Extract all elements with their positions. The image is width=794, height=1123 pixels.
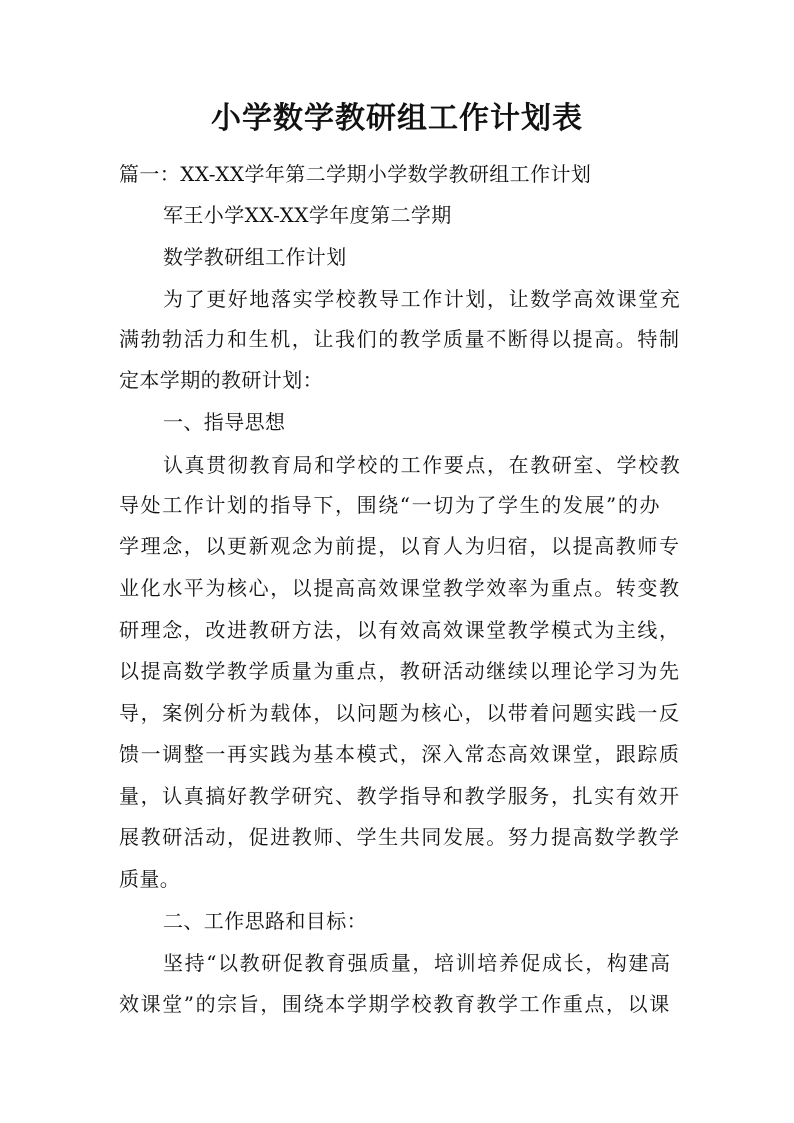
- paragraph-line: 业化水平为核心，以提高高效课堂教学效率为重点。转变教: [119, 576, 681, 600]
- paragraph-line: 效课堂”的宗旨，围绕本学期学校教育教学工作重点，以课: [119, 992, 671, 1016]
- paragraph-line: 馈一调整一再实践为基本模式，深入常态高效课堂，跟踪质: [119, 742, 681, 766]
- section-heading-guiding-ideas: 一、指导思想: [163, 410, 286, 434]
- paragraph-line: 导，案例分析为载体，以问题为核心，以带着问题实践一反: [119, 701, 681, 725]
- document-title: 小学数学教研组工作计划表: [211, 101, 583, 136]
- paragraph-line: 满勃勃活力和生机，让我们的教学质量不断得以提高。特制: [119, 327, 681, 351]
- section-heading-part-one: 篇一：XX-XX学年第二学期小学数学教研组工作计划: [119, 162, 592, 186]
- paragraph-line: 定本学期的教研计划：: [119, 368, 323, 392]
- plan-subtitle: 数学教研组工作计划: [163, 245, 347, 269]
- paragraph-line: 展教研活动，促进教师、学生共同发展。努力提高数学教学: [119, 825, 681, 849]
- paragraph-line: 量，认真搞好教学研究、教学指导和教学服务，扎实有效开: [119, 784, 681, 808]
- paragraph-line: 为了更好地落实学校教导工作计划，让数学高效课堂充: [163, 287, 682, 311]
- paragraph-line: 导处工作计划的指导下，围绕“一切为了学生的发展”的办: [119, 493, 662, 517]
- school-term-line: 军王小学XX-XX学年度第二学期: [163, 203, 452, 227]
- paragraph-line: 认真贯彻教育局和学校的工作要点，在教研室、学校教: [163, 453, 682, 477]
- paragraph-line: 坚持“以教研促教育强质量，培训培养促成长，构建高: [163, 951, 672, 975]
- paragraph-line: 研理念，改进教研方法，以有效高效课堂教学模式为主线，: [119, 618, 681, 642]
- paragraph-line: 以提高数学教学质量为重点，教研活动继续以理论学习为先: [119, 659, 681, 683]
- section-heading-goals: 二、工作思路和目标：: [163, 909, 367, 933]
- paragraph-line: 质量。: [119, 867, 181, 891]
- paragraph-line: 学理念，以更新观念为前提，以育人为归宿，以提高教师专: [119, 534, 681, 558]
